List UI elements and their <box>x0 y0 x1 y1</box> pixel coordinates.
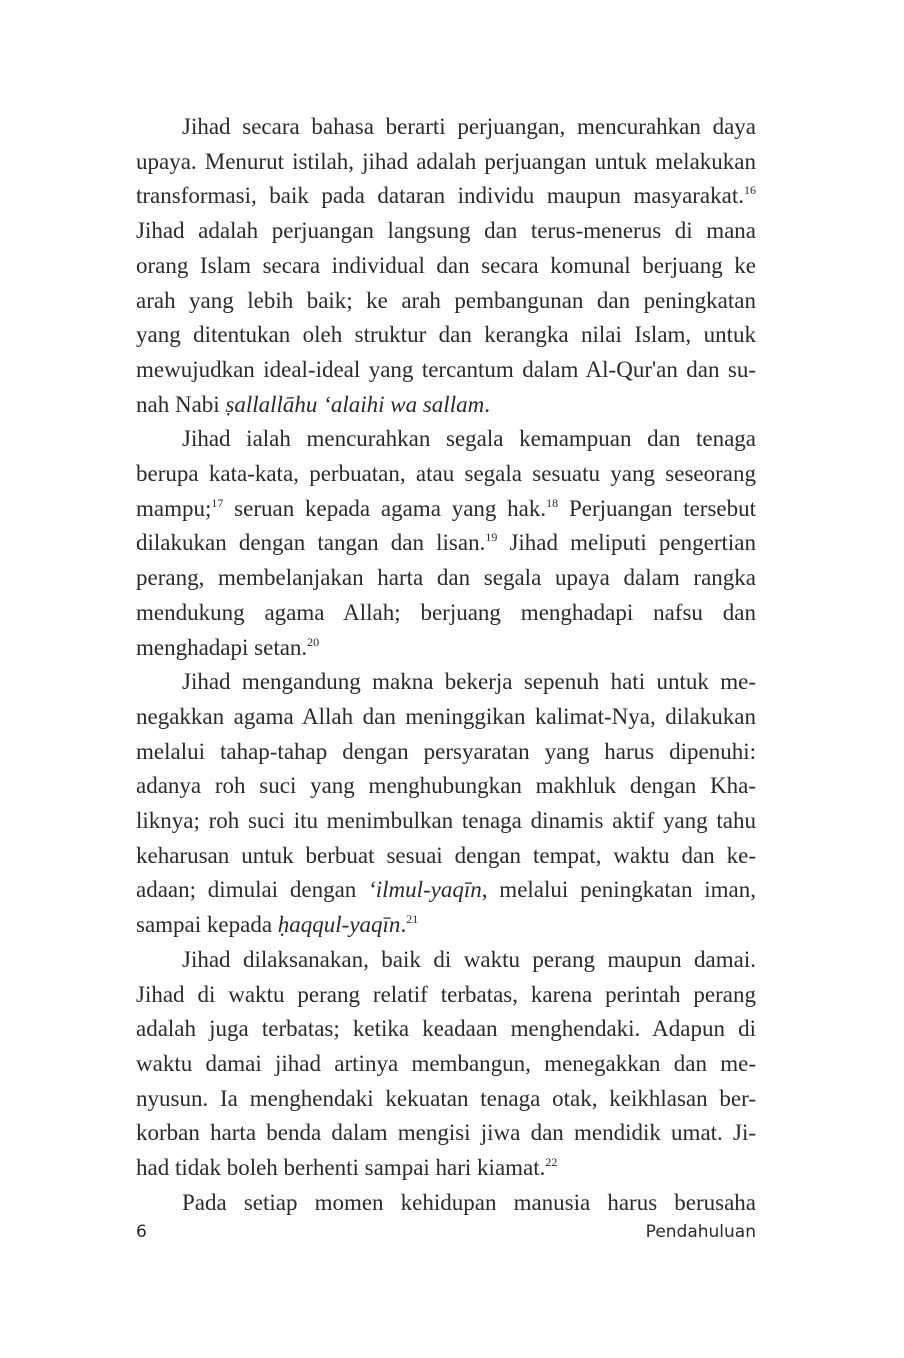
text-line <box>136 249 756 284</box>
italic-term: ‘ilmul-yaqīn <box>368 877 482 903</box>
paragraph <box>136 110 756 422</box>
text-run: upaya. Menurut istilah, jihad adalah perjuangan untuk melakukan <box>136 148 756 174</box>
text-run: berupa kata-kata, perbuatan, atau segala sesuatu yang seseorang <box>136 461 756 487</box>
footnote-marker: 18 <box>546 495 559 510</box>
text-run: Jihad ialah mencurahkan segala kemampuan dan tenaga <box>182 426 756 452</box>
paragraph <box>136 943 756 1186</box>
footnote-marker: 17 <box>211 495 224 510</box>
text-run: nyusun. Ia menghendaki kekuatan tenaga otak, keikhlasan ber- <box>136 1085 756 1111</box>
text-line <box>136 145 756 180</box>
text-run: mewujudkan ideal-ideal yang tercantum dalam Al-Qur'an dan su- <box>136 356 756 382</box>
text-line <box>136 769 756 804</box>
text-line <box>136 1186 756 1221</box>
paragraph <box>136 1186 756 1221</box>
text-line <box>136 1151 756 1186</box>
page-number: 6 <box>136 1222 147 1242</box>
text-line <box>136 388 756 423</box>
body-text <box>136 110 756 1221</box>
text-run: Jihad meliputi pengertian <box>497 530 756 556</box>
italic-term: ṣallallāhu ‘alaihi wa sallam <box>225 391 485 417</box>
text-run: sampai kepada <box>136 912 278 938</box>
text-run: mampu; <box>136 495 212 521</box>
text-run: . <box>400 912 407 938</box>
text-line <box>136 1047 756 1082</box>
text-line <box>136 1012 756 1047</box>
text-run: Jihad mengandung makna bekerja sepenuh hati untuk me- <box>182 669 756 695</box>
text-run: , melalui peningkatan iman, <box>481 877 756 903</box>
text-line <box>136 978 756 1013</box>
footnote-marker: 20 <box>307 634 320 649</box>
text-line <box>136 596 756 631</box>
text-line <box>136 214 756 249</box>
text-run: Pada setiap momen kehidupan manusia harus berusaha <box>182 1189 756 1215</box>
text-run: negakkan agama Allah dan meninggikan kalimat-Nya, dilakukan <box>136 703 756 729</box>
text-run: had tidak boleh berhenti sampai hari kiamat. <box>136 1155 546 1181</box>
text-run: Perjuangan tersebut <box>558 495 756 521</box>
text-run: arah yang lebih baik; ke arah pembangunan dan peningkatan <box>136 287 756 313</box>
text-run: Jihad dilaksanakan, baik di waktu perang maupun damai. <box>182 946 756 972</box>
running-title: Pendahuluan <box>645 1222 756 1242</box>
paragraph <box>136 665 756 943</box>
footnote-marker: 16 <box>744 183 756 198</box>
text-line <box>136 179 756 214</box>
text-line <box>136 839 756 874</box>
text-line <box>136 561 756 596</box>
text-run: perang, membelanjakan harta dan segala upaya dalam rangka <box>136 565 756 591</box>
italic-term: ḥaqqul-yaqīn <box>277 912 401 938</box>
text-line <box>136 1116 756 1151</box>
footnote-marker: 22 <box>545 1155 558 1170</box>
text-line <box>136 665 756 700</box>
paragraph <box>136 422 756 665</box>
text-line <box>136 422 756 457</box>
text-line <box>136 318 756 353</box>
text-run: dilakukan dengan tangan dan lisan. <box>136 530 486 556</box>
text-run: mendukung agama Allah; berjuang menghadapi nafsu dan <box>136 599 756 625</box>
text-line <box>136 804 756 839</box>
text-run: transformasi, baik pada dataran individu maupun masyarakat. <box>136 183 744 209</box>
text-line <box>136 353 756 388</box>
text-run: Jihad di waktu perang relatif terbatas, karena perintah perang <box>136 981 756 1007</box>
text-run: Jihad secara bahasa berarti perjuangan, mencurahkan daya <box>182 114 756 139</box>
text-run: orang Islam secara individual dan secara komunal berjuang ke <box>136 252 756 278</box>
text-line <box>136 908 756 943</box>
text-run: korban harta benda dalam mengisi jiwa dan mendidik umat. Ji- <box>136 1120 756 1146</box>
text-line <box>136 631 756 666</box>
text-line <box>136 1082 756 1117</box>
text-run: liknya; roh suci itu menimbulkan tenaga dinamis aktif yang tahu <box>136 808 756 834</box>
footnote-marker: 19 <box>485 530 498 545</box>
text-line <box>136 735 756 770</box>
text-run: adalah juga terbatas; ketika keadaan menghendaki. Adapun di <box>136 1016 756 1042</box>
text-run: melalui tahap-tahap dengan persyaratan yang harus dipenuhi: <box>136 738 756 764</box>
text-run: yang ditentukan oleh struktur dan kerangka nilai Islam, untuk <box>136 322 756 348</box>
text-run: waktu damai jihad artinya membangun, menegakkan dan me- <box>136 1050 756 1076</box>
text-run: adaan; dimulai dengan <box>136 877 369 903</box>
text-run: keharusan untuk berbuat sesuai dengan tempat, waktu dan ke- <box>136 842 756 868</box>
text-line <box>136 700 756 735</box>
text-line <box>136 873 756 908</box>
text-run: menghadapi setan. <box>136 634 308 660</box>
text-run: Jihad adalah perjuangan langsung dan terus-menerus di mana <box>136 218 756 244</box>
text-run: seruan kepada agama yang hak. <box>223 495 547 521</box>
text-line <box>136 284 756 319</box>
text-line <box>136 943 756 978</box>
text-run: nah Nabi <box>136 391 226 417</box>
text-run: . <box>484 391 490 417</box>
text-line <box>136 492 756 527</box>
text-line <box>136 110 756 145</box>
text-line <box>136 526 756 561</box>
text-run: adanya roh suci yang menghubungkan makhluk dengan Kha- <box>136 773 756 799</box>
footnote-marker: 21 <box>406 912 419 927</box>
text-line <box>136 457 756 492</box>
